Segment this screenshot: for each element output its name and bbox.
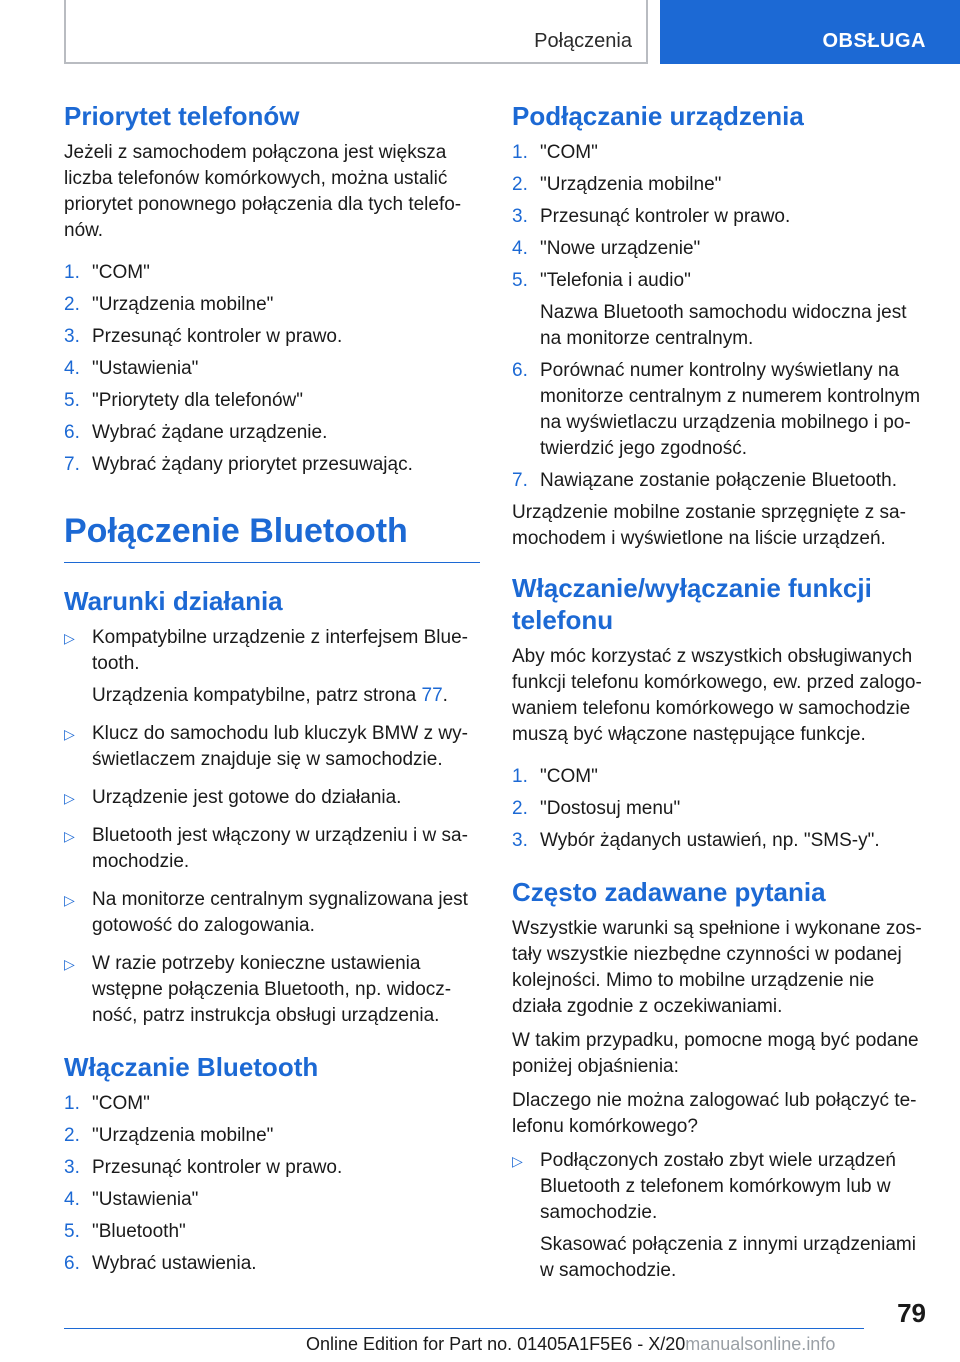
step-number: 4. [64, 1189, 80, 1210]
step-item [64, 420, 480, 446]
bluetooth-section-title: Połączenie Bluetooth [64, 508, 480, 563]
header-chapter-tab: OBSŁUGA [660, 0, 960, 64]
step-text: Wybrać żądane urządzenie. [92, 422, 328, 443]
step-item [64, 1123, 480, 1149]
connect-device-steps [512, 140, 928, 494]
condition-item [64, 785, 480, 811]
step-text: Nawiązane zostanie połączenie Bluetooth. [540, 470, 898, 491]
faq-item-subtext: Skasować połączenia z innymi urządzeniami w samochodzie. [540, 1234, 916, 1281]
conditions-heading: Warunki działania [64, 586, 283, 616]
step-number: 1. [512, 142, 528, 163]
step-text: Przesunąć kontroler w prawo. [540, 206, 791, 227]
step-number: 7. [512, 470, 528, 491]
priority-heading: Priorytet telefonów [64, 101, 300, 131]
step-text: Wybrać żądany priorytet przesuwając. [92, 454, 413, 475]
step-text: "Nowe urządzenie" [540, 238, 701, 259]
header-section-title: Połączenia [534, 30, 632, 52]
step-number: 3. [512, 830, 528, 851]
condition-text: Na monitorze centralnym sygnalizowana jest gotowość do zalogowania. [92, 889, 468, 936]
triangle-bullet-icon: ▷ [64, 726, 75, 742]
step-item [512, 172, 928, 198]
step-item [512, 204, 928, 230]
enable-bluetooth-steps [64, 1091, 480, 1277]
step-text: "Urządzenia mobilne" [540, 174, 722, 195]
condition-text: Urządzenie jest gotowe do działania. [92, 787, 402, 808]
step-item [512, 236, 928, 262]
step-item [64, 1219, 480, 1245]
step-text: "Priorytety dla telefonów" [92, 390, 303, 411]
step-text: "Telefonia i audio" [540, 270, 691, 291]
step-item [64, 1155, 480, 1181]
condition-text: Kompatybilne urządzenie z interfejsem Blue-tooth. [92, 627, 468, 674]
step-number: 1. [512, 766, 528, 787]
connect-device-heading: Podłączanie urządzenia [512, 101, 804, 131]
faq-heading: Często zadawane pytania [512, 877, 826, 907]
page-number: 79 [897, 1298, 926, 1328]
step-text: "Urządzenia mobilne" [92, 294, 274, 315]
footer-divider [64, 1328, 864, 1329]
footer-watermark: manualsonline.info [685, 1334, 836, 1354]
condition-item [64, 625, 480, 709]
step-item [64, 388, 480, 414]
step-item [512, 358, 928, 462]
step-text: Wybór żądanych ustawień, np. "SMS-y". [540, 830, 880, 851]
triangle-bullet-icon: ▷ [64, 790, 75, 806]
step-text: "Ustawienia" [92, 358, 199, 379]
step-item [64, 1187, 480, 1213]
step-number: 2. [64, 1125, 80, 1146]
step-number: 6. [64, 422, 80, 443]
priority-intro: Jeżeli z samochodem połączona jest większa liczba telefonów komórkowych, można ustalić priorytet ponownego połączenia dla tych telefo-nów. [64, 142, 462, 241]
step-text: "Ustawienia" [92, 1189, 199, 1210]
step-number: 4. [512, 238, 528, 259]
condition-item [64, 951, 480, 1029]
triangle-bullet-icon: ▷ [64, 956, 75, 972]
faq-paragraph: W takim przypadku, pomocne mogą być podane poniżej objaśnienia: [512, 1030, 919, 1077]
step-text: "Dostosuj menu" [540, 798, 681, 819]
step-text: Przesunąć kontroler w prawo. [92, 326, 343, 347]
step-item [64, 356, 480, 382]
step-number: 3. [64, 326, 80, 347]
step-number: 6. [64, 1253, 80, 1274]
step-item [64, 452, 480, 478]
step-text: "Bluetooth" [92, 1221, 186, 1242]
step-item [512, 828, 928, 854]
page-reference-link[interactable]: 77 [421, 685, 443, 706]
step-text: Porównać numer kontrolny wyświetlany na monitorze centralnym z numerem kontrolnym na wyświetlaczu urządzenia mobilnego i po-twierdzić jego zgodność. [540, 360, 921, 459]
condition-subtext: Urządzenia kompatybilne, patrz strona 77. [92, 685, 448, 706]
step-note: Nazwa Bluetooth samochodu widoczna jest na monitorze centralnym. [540, 302, 907, 349]
faq-paragraph: Wszystkie warunki są spełnione i wykonane zos-tały wszystkie niezbędne czynności w podanej kolejności. Mimo to mobilne urządzenie nie działa zgodnie z oczekiwaniami. [512, 918, 922, 1017]
step-item [512, 468, 928, 494]
step-item [512, 140, 928, 166]
step-item [64, 324, 480, 350]
step-number: 3. [512, 206, 528, 227]
header-box [64, 0, 648, 64]
step-number: 5. [64, 390, 80, 411]
step-item [64, 1251, 480, 1277]
condition-item [64, 721, 480, 773]
step-text: "COM" [92, 1093, 150, 1114]
triangle-bullet-icon: ▷ [64, 828, 75, 844]
step-number: 3. [64, 1157, 80, 1178]
step-text: "COM" [540, 142, 598, 163]
step-text: "Urządzenia mobilne" [92, 1125, 274, 1146]
step-text: "COM" [92, 262, 150, 283]
connect-device-result: Urządzenie mobilne zostanie sprzęgnięte z sa-mochodem i wyświetlone na liście urządzeń. [512, 502, 906, 549]
left-column [64, 100, 480, 1283]
priority-steps [64, 260, 480, 478]
condition-text: W razie potrzeby konieczne ustawienia wstępne połączenia Bluetooth, np. widocz-ność, patrz instrukcja obsługi urządzenia. [92, 953, 452, 1026]
phone-functions-steps [512, 764, 928, 854]
triangle-bullet-icon: ▷ [64, 630, 75, 646]
step-item [64, 260, 480, 286]
right-column [512, 100, 928, 1290]
triangle-bullet-icon: ▷ [64, 892, 75, 908]
step-item [512, 764, 928, 790]
faq-item [512, 1148, 928, 1284]
step-item [64, 1091, 480, 1117]
step-item [512, 796, 928, 822]
footer-edition [306, 1334, 835, 1355]
condition-text: Klucz do samochodu lub kluczyk BMW z wy-świetlaczem znajduje się w samochodzie. [92, 723, 468, 770]
step-number: 1. [64, 1093, 80, 1114]
step-number: 2. [512, 798, 528, 819]
step-number: 2. [64, 294, 80, 315]
step-number: 5. [512, 270, 528, 291]
step-text: Wybrać ustawienia. [92, 1253, 257, 1274]
step-item [64, 292, 480, 318]
step-number: 7. [64, 454, 80, 475]
condition-item [64, 823, 480, 875]
step-number: 6. [512, 360, 528, 381]
condition-item [64, 887, 480, 939]
footer-edition-text: Online Edition for Part no. 01405A1F5E6 - X/20 [306, 1334, 686, 1354]
triangle-bullet-icon: ▷ [512, 1153, 523, 1169]
step-number: 2. [512, 174, 528, 195]
step-number: 5. [64, 1221, 80, 1242]
step-text: Przesunąć kontroler w prawo. [92, 1157, 343, 1178]
faq-list [512, 1148, 928, 1284]
phone-functions-heading: Włączanie/wyłączanie funkcji telefonu [512, 573, 872, 635]
step-number: 4. [64, 358, 80, 379]
step-item [512, 268, 928, 352]
step-number: 1. [64, 262, 80, 283]
conditions-list [64, 625, 480, 1029]
condition-text: Bluetooth jest włączony w urządzeniu i w sa-mochodzie. [92, 825, 468, 872]
enable-bluetooth-heading: Włączanie Bluetooth [64, 1052, 319, 1082]
faq-item-text: Podłączonych zostało zbyt wiele urządzeń Bluetooth z telefonem komórkowym lub w samochodzie. [540, 1150, 896, 1223]
step-text: "COM" [540, 766, 598, 787]
phone-functions-intro: Aby móc korzystać z wszystkich obsługiwanych funkcji telefonu komórkowego, ew. przed zalogo-waniem telefonu komórkowego w samochodzie muszą być włączone następujące funkcje. [512, 646, 922, 745]
faq-question: Dlaczego nie można zalogować lub połączyć te-lefonu komórkowego? [512, 1090, 917, 1137]
